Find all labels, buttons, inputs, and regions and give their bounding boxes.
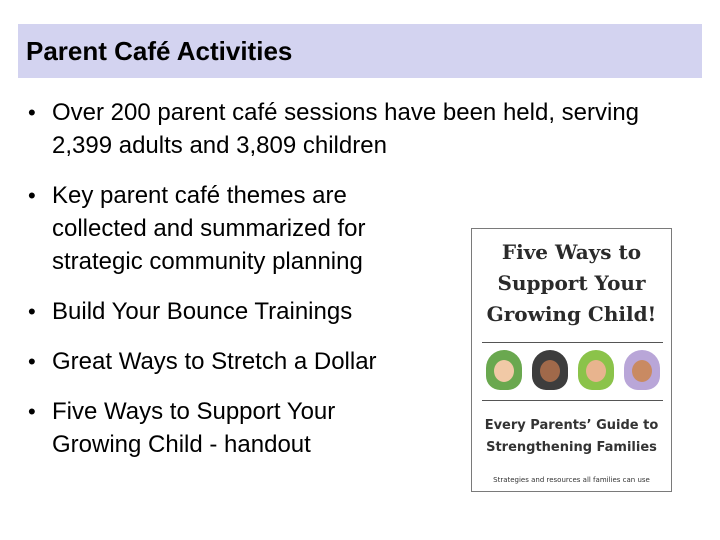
bullet-dot: •	[28, 349, 36, 374]
child-photo	[578, 350, 614, 390]
child-photo	[532, 350, 568, 390]
bullet-dot: •	[28, 299, 36, 324]
bullet-text: Over 200 parent café sessions have been held, serving 2,399 adults and 3,809 children	[52, 99, 640, 159]
bullet-dot: •	[28, 399, 36, 424]
bullet-item-sessions	[28, 96, 692, 162]
slide-title: Parent Café Activities	[26, 35, 293, 66]
handout-footer: Strategies and resources all families can use	[493, 476, 650, 484]
bullet-item-dollar	[28, 345, 472, 378]
child-photos	[486, 350, 660, 394]
bullet-item-handout	[28, 395, 472, 461]
bullet-item-bounce	[28, 295, 472, 328]
child-photo	[486, 350, 522, 390]
child-photo	[624, 350, 660, 390]
bullet-dot: •	[28, 183, 36, 208]
handout-cover-image	[471, 228, 672, 492]
bullet-text: Five Ways to Support Your Growing Child - handout	[52, 398, 336, 458]
handout-divider	[482, 342, 663, 343]
bullet-text: Great Ways to Stretch a Dollar	[52, 348, 377, 375]
bullet-text: Key parent café themes are collected and summarized for strategic community planning	[52, 182, 366, 275]
handout-title: Five Ways to Support Your Growing Child!	[486, 240, 657, 326]
handout-subtitle: Every Parents’ Guide to Strengthening Families	[484, 418, 659, 455]
bullet-dot: •	[28, 100, 36, 125]
slide-title-bar	[18, 24, 702, 78]
handout-divider	[482, 400, 663, 401]
bullet-text: Build Your Bounce Trainings	[52, 298, 353, 325]
